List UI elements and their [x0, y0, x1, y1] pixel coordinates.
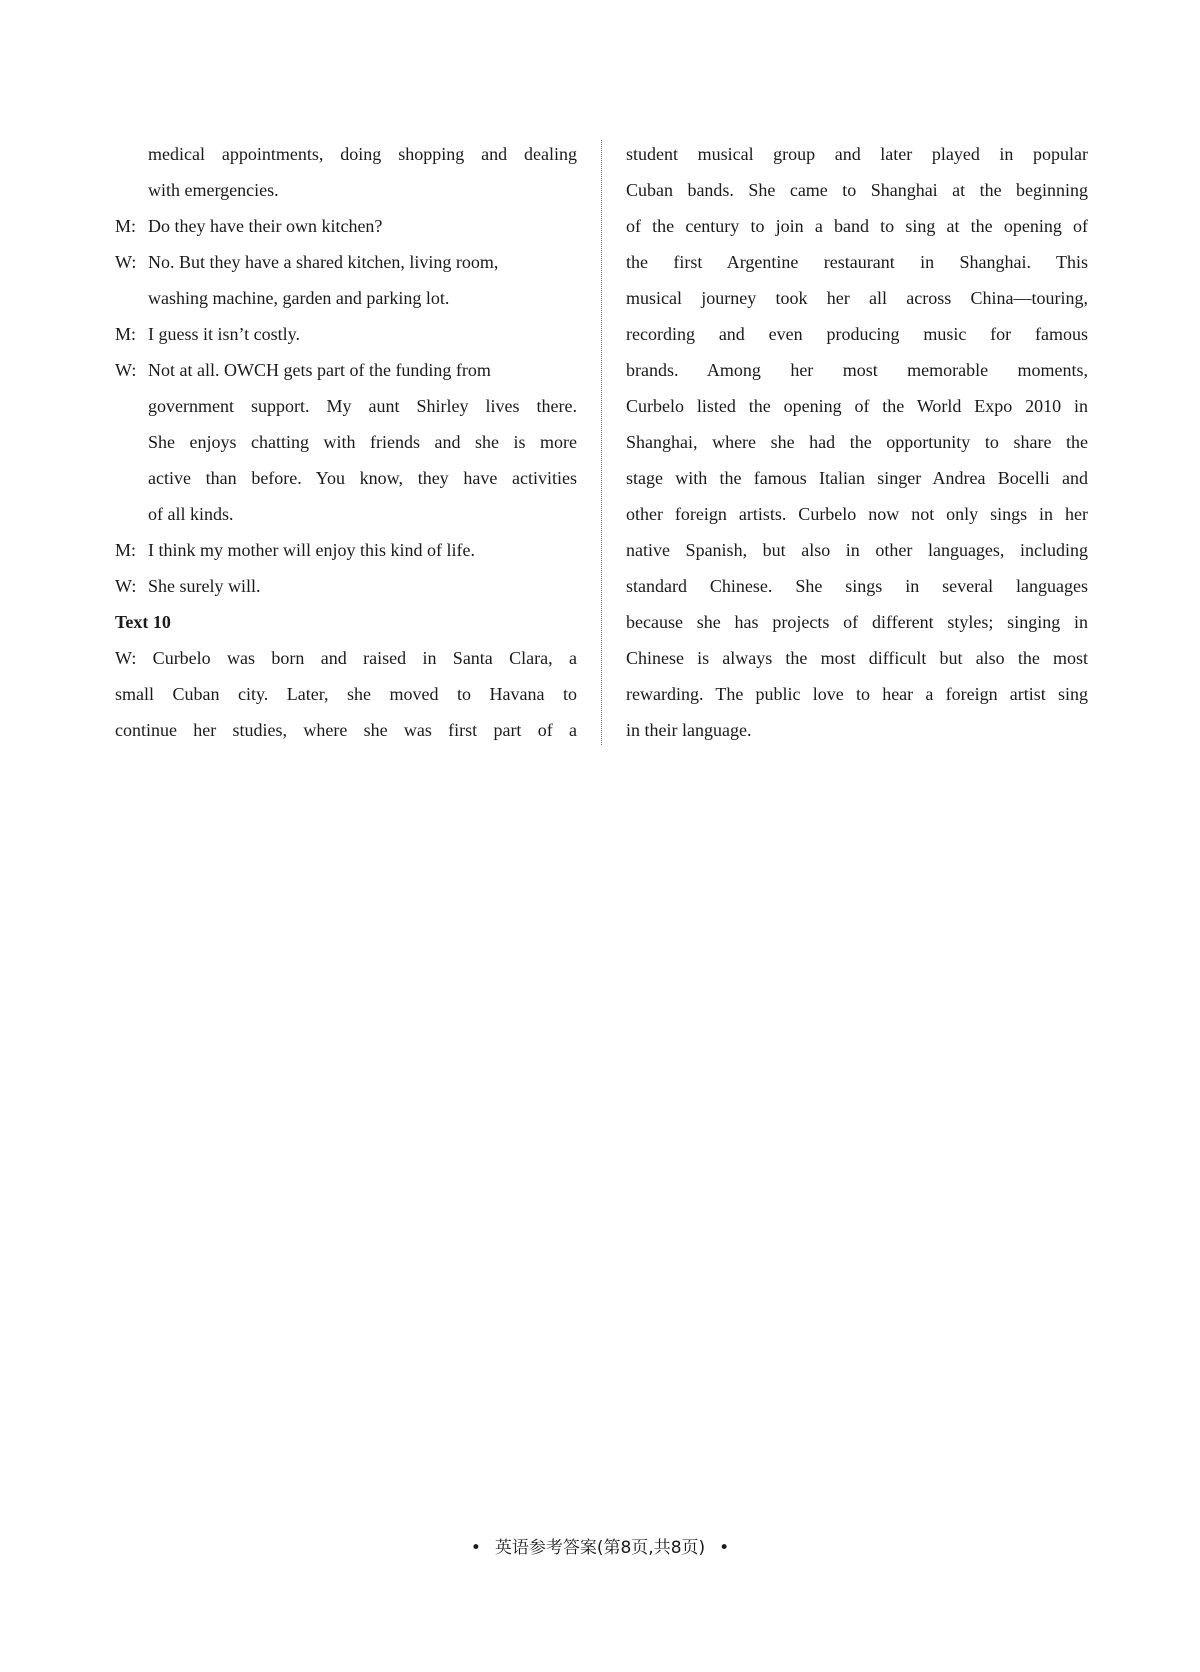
dialogue-line-m — [115, 208, 577, 244]
dialogue-text: I guess it isn’t costly. — [148, 324, 300, 344]
dialogue-text: She surely will. — [148, 576, 261, 596]
text-line: musical journey took her all across China—touring, — [626, 288, 1088, 308]
page-footer — [0, 1536, 1200, 1560]
speaker-label: W: — [115, 360, 137, 380]
text-line: Chinese is always the most difficult but also the most — [626, 648, 1088, 668]
page-number-label: 英语参考答案(第8页,共8页) — [494, 1538, 706, 1558]
text-line: She enjoys chatting with friends and she is more — [148, 432, 577, 452]
speaker-label: M: — [115, 324, 137, 344]
text-line: brands. Among her most memorable moments, — [626, 360, 1088, 380]
text-line: standard Chinese. She sings in several languages — [626, 576, 1088, 596]
text-line: native Spanish, but also in other languages, including — [626, 540, 1088, 560]
text-line: Curbelo listed the opening of the World Expo 2010 in — [626, 396, 1088, 416]
left-column — [115, 136, 577, 748]
text-line: of the century to join a band to sing at the opening of — [626, 216, 1088, 236]
text-line: washing machine, garden and parking lot. — [148, 288, 450, 308]
text-line: student musical group and later played in popular — [626, 144, 1088, 164]
text-line: rewarding. The public love to hear a foreign artist sing — [626, 684, 1088, 704]
text-line: small Cuban city. Later, she moved to Havana to — [115, 684, 577, 704]
dialogue-text: I think my mother will enjoy this kind of life. — [148, 540, 475, 560]
text-line: medical appointments, doing shopping and dealing — [148, 144, 577, 164]
text-line: in their language. — [626, 720, 752, 740]
text-line: other foreign artists. Curbelo now not only sings in her — [626, 504, 1088, 524]
dialogue-text: Do they have their own kitchen? — [148, 216, 383, 236]
dialogue-line-w — [115, 568, 577, 604]
footer-bullet: • — [719, 1538, 730, 1558]
dialogue-text: Not at all. OWCH gets part of the funding from — [148, 360, 491, 380]
speaker-label: M: — [115, 540, 137, 560]
column-divider — [601, 140, 602, 745]
dialogue-text: No. But they have a shared kitchen, living room, — [148, 252, 499, 272]
text-line: continue her studies, where she was first part of a — [115, 720, 577, 740]
speaker-label: M: — [115, 216, 137, 236]
dialogue-line-m — [115, 316, 577, 352]
speaker-label: W: — [115, 576, 137, 596]
text-line: because she has projects of different styles; singing in — [626, 612, 1088, 632]
text-line: W: Curbelo was born and raised in Santa Clara, a — [115, 648, 577, 668]
footer-bullet: • — [470, 1538, 481, 1558]
text-line: Shanghai, where she had the opportunity to share the — [626, 432, 1088, 452]
text-line: government support. My aunt Shirley lives there. — [148, 396, 577, 416]
dialogue-line-w — [115, 244, 577, 280]
text-line: with emergencies. — [148, 180, 279, 200]
section-heading: Text 10 — [115, 612, 171, 632]
dialogue-line-m — [115, 532, 577, 568]
right-column — [626, 136, 1088, 748]
dialogue-line-w — [115, 352, 577, 388]
text-line: recording and even producing music for famous — [626, 324, 1088, 344]
speaker-label: W: — [115, 252, 137, 272]
text-line: of all kinds. — [148, 504, 234, 524]
text-line: the first Argentine restaurant in Shanghai. This — [626, 252, 1088, 272]
text-line: stage with the famous Italian singer Andrea Bocelli and — [626, 468, 1088, 488]
text-line: active than before. You know, they have activities — [148, 468, 577, 488]
text-line: Cuban bands. She came to Shanghai at the beginning — [626, 180, 1088, 200]
